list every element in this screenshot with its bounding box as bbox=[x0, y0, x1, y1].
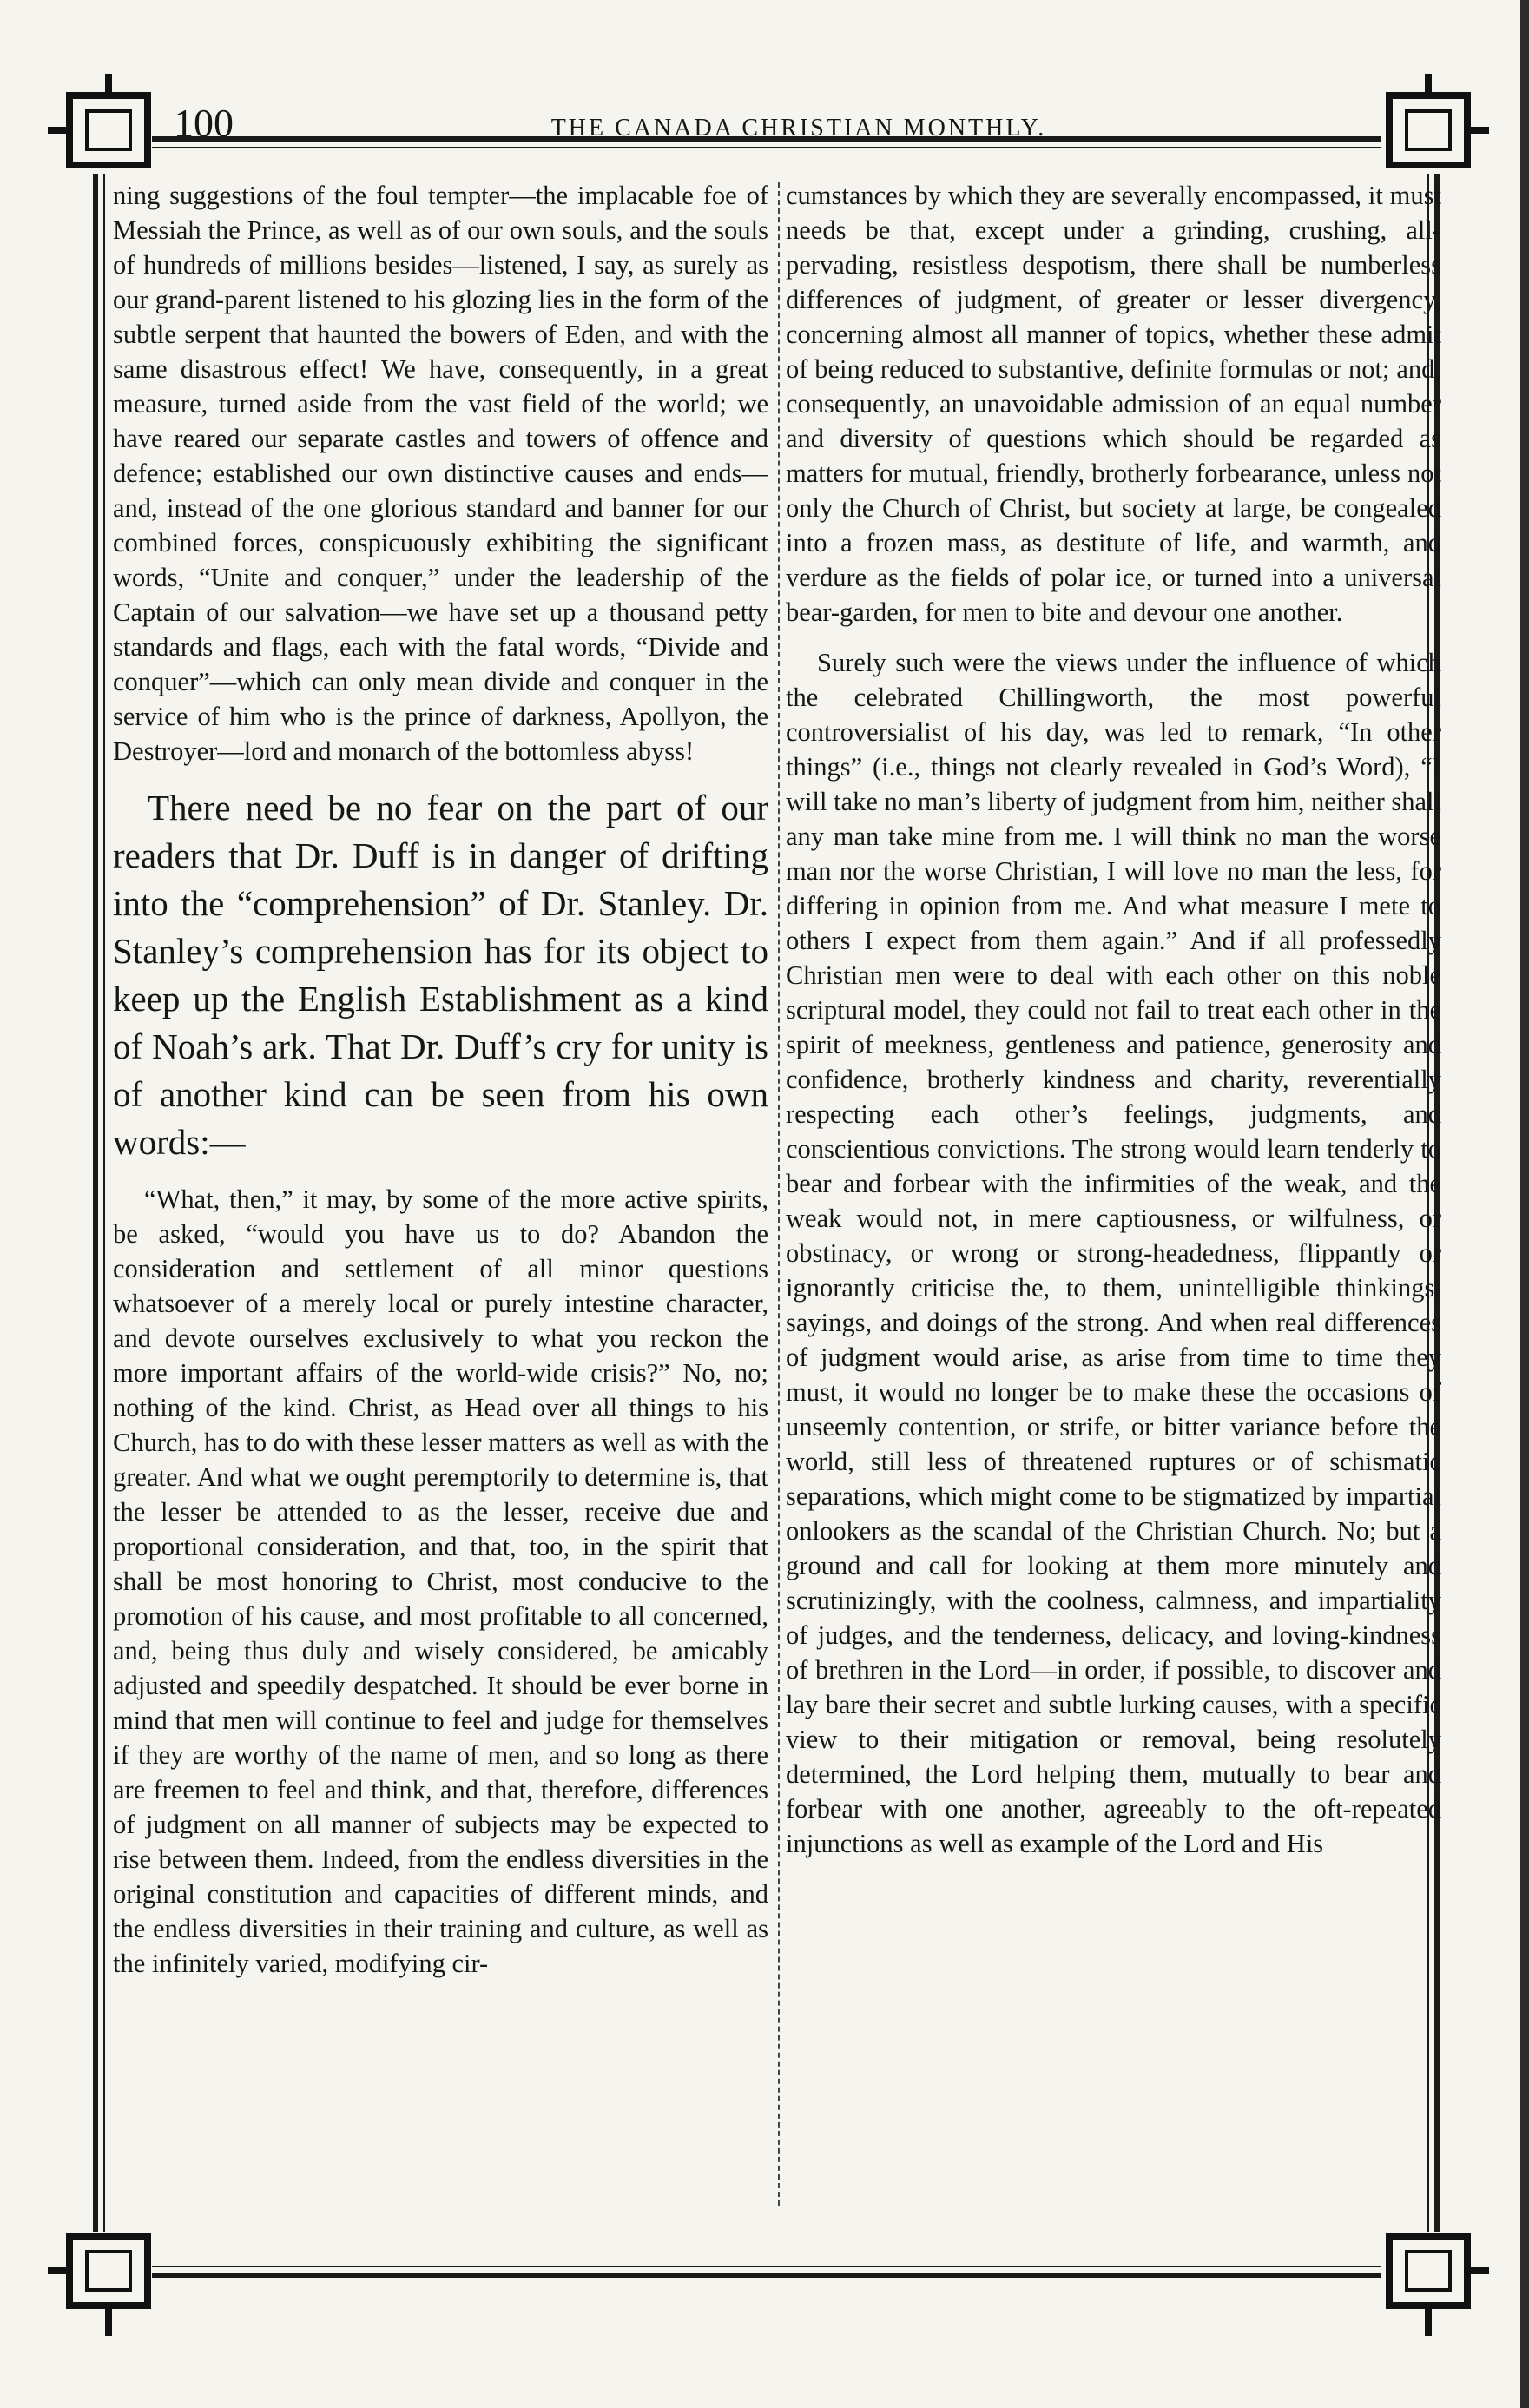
editorial-note: There need be no fear on the part of our readers that Dr. Duff is in danger of drifting into the “comprehension” of Dr. Stanley. Dr. Stanley’s comprehension has for its object to keep up the English Establishment as a kind of Noah’s ark. That Dr. Duff’s cry for unity is of another kind can be seen from his own words:— bbox=[113, 788, 768, 1162]
page-number: 100 bbox=[174, 101, 234, 145]
left-paragraph-1: ning suggestions of the foul tempter—the implacable foe of Messiah the Prince, as well as of our own souls, and the souls of hundreds of millions besides—listened, I say, as surely as our grand-parent listened to his glozing lies in the form of the subtle serpent that haunted the bowers of Eden, and with the same disastrous effect! We have, consequently, in a great measure, turned aside from the vast field of the world; we have reared our separate castles and towers of offence and defence; established our own distinctive causes and ends—and, instead of the one glorious standard and banner for our combined forces, conspicuously exhibiting the significant words, “Unite and conquer,” under the leadership of the Captain of our salvation—we have set up a thousand petty standards and flags, each with the fatal words, “Divide and conquer”—which can only mean divide and conquer in the service of him who is the prince of darkness, Apollyon, the Destroyer—lord and monarch of the bottomless abyss! bbox=[113, 181, 768, 766]
page-edge-shadow bbox=[1520, 0, 1529, 2408]
corner-ornament-top-left bbox=[48, 74, 148, 165]
running-header bbox=[165, 97, 1433, 149]
running-title: THE CANADA CHRISTIAN MONTHLY. bbox=[550, 115, 1047, 142]
corner-ornament-bottom-right bbox=[1389, 2236, 1489, 2336]
right-column bbox=[786, 178, 1441, 2232]
corner-ornament-bottom-left bbox=[48, 2236, 148, 2336]
right-paragraph-1: cumstances by which they are severally encompassed, it must needs be that, except under a grinding, crushing, all-pervading, resistless despotism, there shall be numberless differences of judgment, of greater or lesser divergency, concerning almost all manner of topics, whether these admit of being reduced to substantive, definite formulas or not; and, consequently, an unavoidable admission of an equal number and diversity of questions which should be regarded as matters for mutual, friendly, brotherly forbearance, unless not only the Church of Christ, but society at large, be congealed into a frozen mass, as destitute of life, and warmth, and verdure as the fields of polar ice, or turned into a universal bear-garden, for men to bite and devour one another. bbox=[786, 181, 1441, 627]
right-paragraph-2: Surely such were the views under the influence of which the celebrated Chillingworth, the most powerful controversialist of his day, was led to remark, “In other things” (i.e., things not clearly revealed in God’s Word), “I will take no man’s liberty of judgment from him, neither shall any man take mine from me. I will think no man the worse man nor the worse Christian, I will love no man the less, for differing in opinion from me. And what measure I mete to others I expect from them again.” And if all professedly Christian men were to deal with each other on this noble scriptural model, they could not fail to treat each other in the spirit of meekness, gentleness and patience, generosity and confidence, brotherly kindness and charity, reverentially respecting each other’s feelings, judgments, and conscientious convictions. The strong would learn tenderly to bear and forbear with the infirmities of the weak, and the weak would not, in mere captiousness, or wilfulness, or obstinacy, or wrong or strong-headedness, flippantly or ignorantly criticise the, to them, unintelligible thinkings, sayings, and doings of the strong. And when real differences of judgment would arise, as arise from time to time they must, it would no longer be to make these the occasions of unseemly contention, or strife, or bitter variance before the world, still less of threatened ruptures or of schismatic separations, which might come to be stigmatized by impartial onlookers as the scandal of the Christian Church. No; but a ground and call for looking at them more minutely and scrutinizingly, with the coolness, calmness, and impartiality of judges, and the tenderness, delicacy, and loving-kindness of brethren in the Lord—in order, if possible, to discover and lay bare their secret and subtle lurking causes, with a specific view to their mitigation or removal, being resolutely determined, the Lord helping them, mutually to bear and forbear with one another, agreeably to the oft-repeated injunctions as well as example of the Lord and His bbox=[786, 648, 1441, 1858]
left-column bbox=[113, 178, 768, 2232]
column-divider bbox=[778, 182, 780, 2206]
left-paragraph-3: “What, then,” it may, by some of the more active spirits, be asked, “would you have us to do? Abandon the consideration and settlement of all minor questions whatsoever of a merely local or purely intestine character, and devote ourselves exclusively to what you reckon the more important affairs of the world-wide crisis?” No, no; nothing of the kind. Christ, as Head over all things to his Church, has to do with these lesser matters as well as with the greater. And what we ought peremptorily to determine is, that the lesser be attended to as the lesser, receive due and proportional consideration, and that, too, in the spirit that shall be most honoring to Christ, most conducive to the promotion of his cause, and most profitable to all concerned, and, being thus duly and wisely considered, be amicably adjusted and speedily despatched. It should be ever borne in mind that men will continue to feel and judge for themselves if they are worthy of the name of men, and so long as there are freemen to feel and think, and that, therefore, differences of judgment on all manner of subjects may be expected to rise between them. Indeed, from the endless diversities in the original constitution and capacities of different minds, and the endless diversities in their training and culture, as well as the infinitely varied, modifying cir- bbox=[113, 1184, 768, 1978]
